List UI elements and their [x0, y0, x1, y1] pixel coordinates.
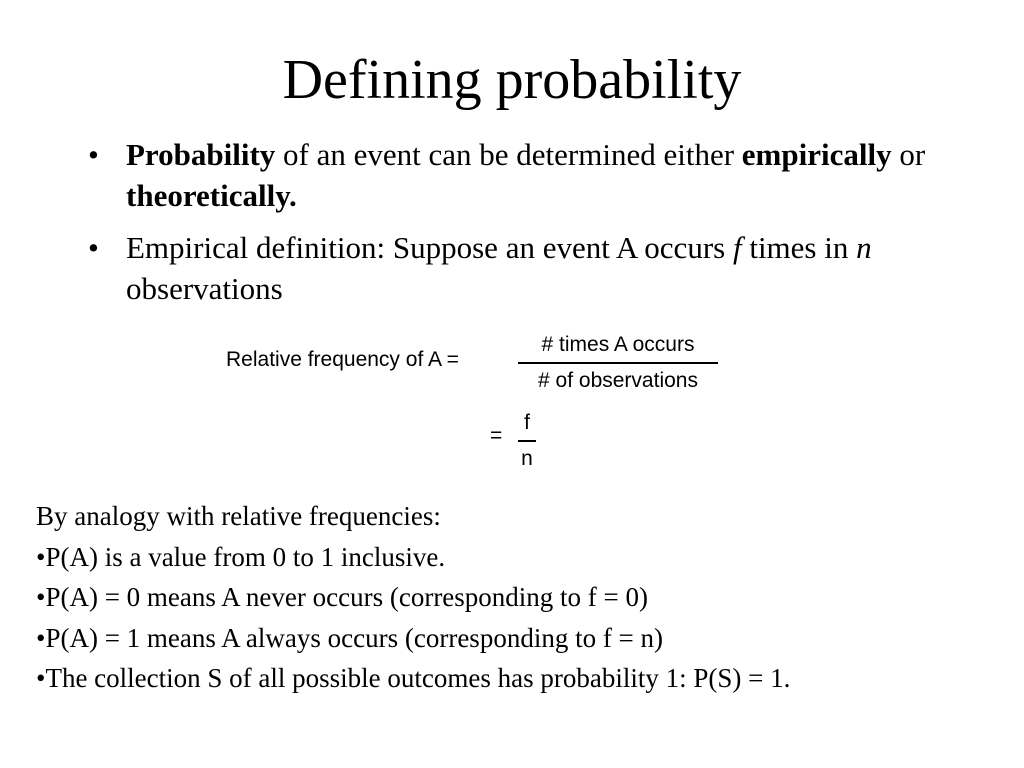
variable-f: f	[732, 230, 742, 265]
bullet2-text-c: observations	[126, 271, 283, 306]
bullet-dot: •	[88, 137, 99, 172]
formula-equals: =	[490, 424, 503, 447]
bullet-dot: •	[88, 230, 99, 265]
relative-frequency-formula	[222, 330, 742, 470]
bullet2-text-b: times in	[741, 230, 857, 265]
term-probability: Probability	[126, 137, 276, 172]
fraction-numerator: # times A occurs	[541, 333, 695, 356]
bullet1-text-a: of an event can be determined either	[275, 137, 742, 172]
bullet-list	[88, 134, 948, 320]
bullet1-text-b: or	[891, 137, 926, 172]
variable-n: n	[856, 230, 872, 265]
analogy-line: •P(A) is a value from 0 to 1 inclusive.	[36, 541, 446, 572]
bullet-item-empirical-definition	[88, 227, 948, 309]
term-empirically: empirically	[741, 137, 892, 172]
formula-lhs: Relative frequency of A =	[226, 348, 459, 371]
fraction-bar	[518, 440, 536, 442]
term-theoretically: theoretically.	[126, 178, 297, 213]
analogy-section	[36, 496, 996, 699]
fraction-bar	[518, 362, 718, 364]
fraction-denominator: # of observations	[538, 369, 698, 392]
analogy-intro: By analogy with relative frequencies:	[36, 501, 441, 531]
fraction-denominator-n: n	[521, 447, 533, 470]
bullet2-text-a: Empirical definition: Suppose an event A occurs	[126, 230, 733, 265]
fraction-numerator-f: f	[524, 411, 530, 434]
slide-title: Defining probability	[282, 49, 742, 111]
fraction-times-over-observations	[518, 332, 718, 394]
fraction-f-over-n	[518, 410, 536, 472]
analogy-line: •P(A) = 0 means A never occurs (corresponding to f = 0)	[36, 582, 649, 612]
bullet-item-probability-definition	[88, 134, 948, 216]
analogy-line: •The collection S of all possible outcomes has probability 1: P(S) = 1.	[36, 663, 791, 693]
analogy-line: •P(A) = 1 means A always occurs (corresponding to f = n)	[36, 622, 664, 653]
